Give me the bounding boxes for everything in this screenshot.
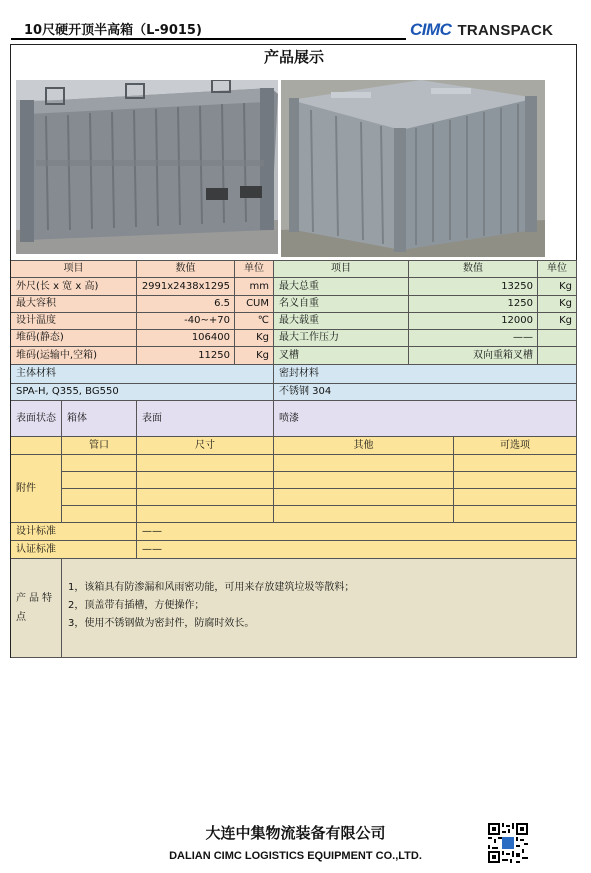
spec-right-value: 1250 [409, 296, 538, 313]
spec-left-unit: mm [235, 278, 274, 296]
attachments-header-optional: 可选项 [454, 437, 577, 455]
spec-left-value: -40~+70 [137, 313, 235, 330]
spec-right-unit: Kg [538, 296, 577, 313]
spec-right-value: 13250 [409, 278, 538, 296]
attachments-header-size: 尺寸 [137, 437, 274, 455]
surface-state-label: 表面状态 [11, 401, 62, 437]
spec-left-value: 6.5 [137, 296, 235, 313]
spec-right-item: 最大总重 [274, 278, 409, 296]
seal-material-label: 密封材料 [274, 365, 577, 384]
spec-left-item: 设计温度 [11, 313, 137, 330]
attachment-cell [62, 489, 137, 506]
cert-standard-label: 认证标准 [11, 541, 137, 559]
main-material-label: 主体材料 [11, 365, 274, 384]
attachments-header-blank [11, 437, 62, 455]
spec-left-header-unit: 单位 [235, 260, 274, 278]
attachment-cell [274, 455, 454, 472]
logo-transpack-text: TRANSPACK [457, 21, 554, 39]
attachment-cell [137, 489, 274, 506]
feature-item: 3，使用不锈钢做为密封件，防腐时效长。 [68, 618, 255, 629]
spec-left-unit: CUM [235, 296, 274, 313]
attachment-cell [454, 489, 577, 506]
spec-right-unit [538, 330, 577, 347]
spec-left-unit: ℃ [235, 313, 274, 330]
company-name-en: DALIAN CIMC LOGISTICS EQUIPMENT CO.,LTD. [169, 850, 422, 862]
container-photo-corner [281, 80, 545, 257]
feature-item: 2，顶盖带有插槽，方便操作； [68, 600, 205, 611]
attachment-cell [137, 506, 274, 523]
spec-right-header-value: 数值 [409, 260, 538, 278]
spec-right-unit: Kg [538, 313, 577, 330]
spec-left-unit: Kg [235, 330, 274, 347]
spec-right-header-unit: 单位 [538, 260, 577, 278]
attachment-cell [137, 472, 274, 489]
features-label: 产品特点 [11, 559, 62, 658]
attachment-cell [454, 472, 577, 489]
main-material-value: SPA-H, Q355, BG550 [11, 384, 274, 401]
spec-right-unit [538, 347, 577, 365]
attachment-cell [274, 472, 454, 489]
surface-value: 喷漆 [274, 401, 577, 437]
company-name-cn: 大连中集物流装备有限公司 [205, 824, 386, 842]
features-list [62, 559, 577, 658]
surface-box-label: 箱体 [62, 401, 137, 437]
document-title: 10尺硬开顶半高箱（L-9015) [24, 23, 202, 38]
spec-left-header-value: 数值 [137, 260, 235, 278]
spec-right-item: 最大载重 [274, 313, 409, 330]
spec-right-value: 双向重箱叉槽 [409, 347, 538, 365]
attachment-cell [454, 506, 577, 523]
attachment-cell [274, 489, 454, 506]
spec-left-unit: Kg [235, 347, 274, 365]
attachments-header-port: 管口 [62, 437, 137, 455]
spec-right-unit: Kg [538, 278, 577, 296]
spec-left-item: 外尺(长 x 宽 x 高) [11, 278, 137, 296]
surface-label: 表面 [137, 401, 274, 437]
spec-left-value: 11250 [137, 347, 235, 365]
spec-right-value: 12000 [409, 313, 538, 330]
attachments-label: 附件 [11, 455, 62, 523]
attachment-cell [137, 455, 274, 472]
spec-left-header-item: 项目 [11, 260, 137, 278]
cert-standard-value: —— [137, 541, 577, 559]
feature-item: 1，该箱具有防渗漏和风雨密功能，可用来存放建筑垃圾等散料； [68, 582, 355, 593]
spec-right-item: 名义自重 [274, 296, 409, 313]
header-rule [11, 38, 406, 40]
design-standard-label: 设计标准 [11, 523, 137, 541]
attachment-cell [274, 506, 454, 523]
spec-left-item: 最大容积 [11, 296, 137, 313]
logo-cimc-text: CIMC [410, 20, 452, 39]
attachments-header-other: 其他 [274, 437, 454, 455]
attachment-cell [454, 455, 577, 472]
spec-left-item: 堆码(运输中,空箱) [11, 347, 137, 365]
attachment-cell [62, 506, 137, 523]
qr-code [488, 823, 528, 863]
attachment-cell [62, 472, 137, 489]
spec-left-value: 106400 [137, 330, 235, 347]
spec-left-value: 2991x2438x1295 [137, 278, 235, 296]
spec-right-item: 最大工作压力 [274, 330, 409, 347]
spec-right-value: —— [409, 330, 538, 347]
spec-left-item: 堆码(静态) [11, 330, 137, 347]
spec-right-item: 叉槽 [274, 347, 409, 365]
cimc-transpack-logo [410, 20, 553, 40]
design-standard-value: —— [137, 523, 577, 541]
container-photo-front [16, 80, 278, 254]
section-title: 产品展示 [263, 48, 324, 66]
seal-material-value: 不锈钢 304 [274, 384, 577, 401]
attachment-cell [62, 455, 137, 472]
spec-right-header-item: 项目 [274, 260, 409, 278]
